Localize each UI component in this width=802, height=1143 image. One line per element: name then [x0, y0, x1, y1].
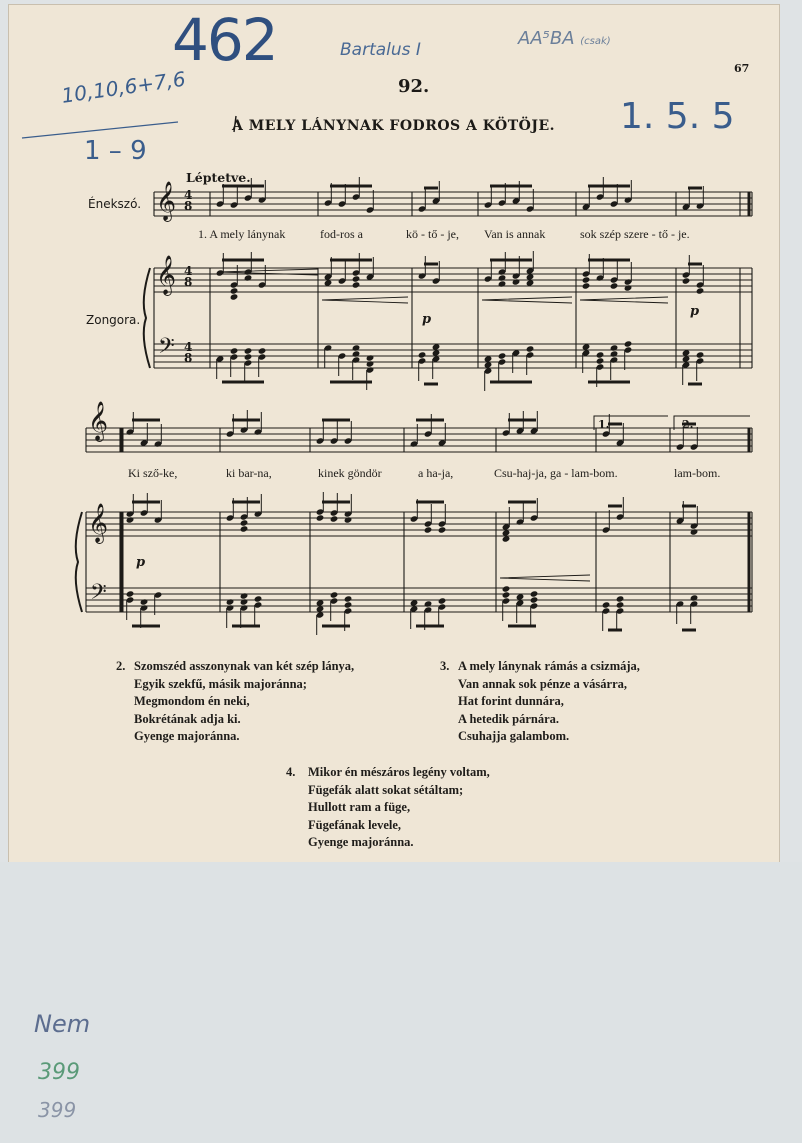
hairpin — [322, 297, 408, 303]
notehead — [596, 351, 605, 358]
catalog-number: 462 — [172, 6, 277, 74]
notehead — [344, 601, 353, 608]
notehead — [316, 514, 325, 521]
treble-clef-icon: 𝄞 — [156, 181, 177, 221]
notehead — [610, 344, 619, 351]
notehead — [330, 515, 339, 522]
verse-line: Megmondom én neki, — [134, 694, 250, 708]
verse-line: Fügefák alatt sokat sétáltam; — [308, 782, 464, 797]
lyric-segment: Csu-haj-ja, ga - lam-bom. — [494, 466, 618, 480]
notehead — [366, 360, 375, 367]
notehead — [602, 601, 611, 608]
piano-label: Zongora. — [86, 313, 141, 327]
verse-line: Egyik szekfű, másik majoránna; — [134, 676, 307, 691]
verse-2 — [116, 658, 354, 746]
notehead — [502, 585, 511, 592]
notehead — [424, 600, 433, 607]
notehead — [230, 293, 239, 300]
time-signature-bottom: 8 — [184, 199, 193, 213]
handwritten-note: Nem — [34, 1010, 91, 1038]
collector-note: Bartalus I — [340, 40, 421, 60]
pencil-mark — [234, 116, 236, 132]
lyric-segment: Van is annak — [484, 227, 546, 241]
handwritten-number: 399 — [38, 1098, 77, 1122]
lyric-segment: sok szép szere - tő - je. — [580, 227, 690, 241]
notehead — [624, 340, 633, 347]
lyric-segment: a ha-ja, — [418, 466, 454, 480]
notehead — [696, 351, 705, 358]
notehead — [682, 277, 691, 284]
notehead — [126, 590, 135, 597]
notehead — [502, 591, 511, 598]
form-note: (csak) — [580, 36, 611, 47]
verse-line: Van annak sok pénze a vásárra, — [458, 676, 628, 691]
notehead — [244, 353, 253, 360]
notehead — [126, 516, 135, 523]
bar-lines — [86, 188, 752, 612]
verse-line: Hullott ram a füge, — [308, 800, 411, 814]
notehead — [244, 274, 253, 281]
verse-line: Hat forint dunnára, — [458, 694, 564, 708]
syllable-count: 10,10,6+7,6 — [60, 66, 188, 108]
verse-line: Mikor én mészáros legény voltam, — [308, 765, 490, 779]
brace — [76, 512, 82, 612]
notehead — [624, 284, 633, 291]
tempo-marking: Léptetve. — [186, 170, 251, 185]
cadence-note: 1. 5. 5 — [620, 96, 735, 137]
verse-line: Csuhajja galambom. — [458, 729, 570, 743]
time-signature-bass — [184, 342, 192, 364]
notehead — [352, 350, 361, 357]
song-title: A MELY LÁNYNAK FODROS A KÖTÖJE. — [232, 118, 556, 134]
time-signature-top: 4 — [184, 264, 193, 278]
voice-label: Énekszó. — [88, 197, 142, 211]
notehead — [424, 526, 433, 533]
lyrics-system-2 — [128, 466, 720, 481]
notehead — [240, 525, 249, 532]
notehead — [616, 601, 625, 608]
notehead — [244, 347, 253, 354]
notehead — [230, 287, 239, 294]
notehead — [344, 595, 353, 602]
notehead — [498, 280, 507, 287]
notehead — [616, 595, 625, 602]
lyric-segment: kö - tő - je, — [406, 227, 459, 241]
time-signature-top: 4 — [184, 188, 193, 202]
dynamic-marking: p — [136, 555, 146, 570]
hairpin — [482, 297, 572, 303]
notehead — [582, 282, 591, 289]
dynamic-marking: p — [690, 304, 700, 319]
form-code-text: AA⁵BA — [518, 28, 575, 49]
notehead — [690, 528, 699, 535]
notehead — [438, 526, 447, 533]
lyric-segment: 1. A mely lánynak — [198, 227, 286, 241]
staff-lines — [86, 188, 752, 612]
lyric-segment: ki bar-na, — [226, 466, 272, 480]
notehead — [230, 347, 239, 354]
lyric-segment: Ki sző-ke, — [128, 466, 178, 480]
verse-line: Szomszéd asszonynak van két szép lánya, — [134, 659, 355, 673]
time-signature-piano — [184, 266, 192, 288]
notehead — [254, 595, 263, 602]
notehead — [226, 598, 235, 605]
notehead — [512, 278, 521, 285]
verse-line: Fügefának levele, — [308, 817, 402, 832]
notehead — [240, 598, 249, 605]
notehead — [530, 590, 539, 597]
verse-line: Bokrétának adja ki. — [134, 711, 241, 726]
score-markings — [22, 116, 750, 635]
notehead — [696, 287, 705, 294]
time-signature-bottom: 8 — [184, 275, 193, 289]
dynamic-marking: p — [422, 312, 432, 327]
lyric-segment: lam-bom. — [674, 466, 721, 480]
brace — [144, 268, 150, 368]
hairpin — [500, 575, 590, 581]
notehead — [352, 281, 361, 288]
verse-number: 4. — [286, 765, 296, 779]
hairpin — [580, 297, 668, 303]
notehead — [526, 345, 535, 352]
page-number: 67 — [734, 62, 750, 75]
notehead — [690, 594, 699, 601]
verse-4 — [286, 764, 490, 852]
notehead — [596, 357, 605, 364]
handwritten-number: 399 — [38, 1060, 80, 1085]
notehead — [610, 282, 619, 289]
time-signature-voice — [184, 190, 192, 212]
notehead — [498, 274, 507, 281]
pencil-underline — [22, 122, 178, 138]
notehead — [330, 591, 339, 598]
notehead — [240, 592, 249, 599]
bass-clef-icon: 𝄢 — [90, 580, 107, 610]
noteheads — [126, 193, 705, 618]
notehead — [418, 351, 427, 358]
notehead — [366, 354, 375, 361]
notehead — [140, 598, 149, 605]
verse-line: A mely lánynak rámás a csizmája, — [458, 659, 640, 673]
time-signature-top: 4 — [184, 340, 193, 354]
verse-line: Gyenge majoránna. — [134, 729, 240, 743]
notehead — [240, 519, 249, 526]
verse-line: Gyenge majoránna. — [308, 835, 414, 849]
treble-clef-icon: 𝄞 — [88, 401, 109, 441]
song-number: 92. — [398, 76, 430, 97]
backing-paper — [0, 862, 802, 1143]
notehead — [258, 347, 267, 354]
treble-clef-icon: 𝄞 — [88, 503, 109, 543]
time-signature-bottom: 8 — [184, 351, 193, 365]
verse-number: 2. — [116, 659, 126, 673]
notehead — [610, 350, 619, 357]
notehead — [352, 344, 361, 351]
verse-line: A hetedik párnára. — [458, 711, 560, 726]
verse-number: 3. — [440, 659, 450, 673]
bass-clef-icon: 𝄢 — [158, 334, 175, 364]
lyric-segment: fod-ros a — [320, 227, 363, 241]
notehead — [582, 276, 591, 283]
notehead — [344, 516, 353, 523]
notehead — [530, 596, 539, 603]
lyric-segment: kinek göndör — [318, 466, 382, 480]
second-ending-label: 2. — [682, 418, 694, 431]
treble-clef-icon: 𝄞 — [156, 255, 177, 295]
notehead — [438, 597, 447, 604]
verse-3 — [440, 658, 640, 746]
range-note: 1 – 9 — [84, 136, 147, 166]
notehead — [498, 352, 507, 359]
lyrics-system-1 — [198, 227, 690, 242]
first-ending-label: 1. — [598, 418, 610, 431]
notehead — [352, 275, 361, 282]
